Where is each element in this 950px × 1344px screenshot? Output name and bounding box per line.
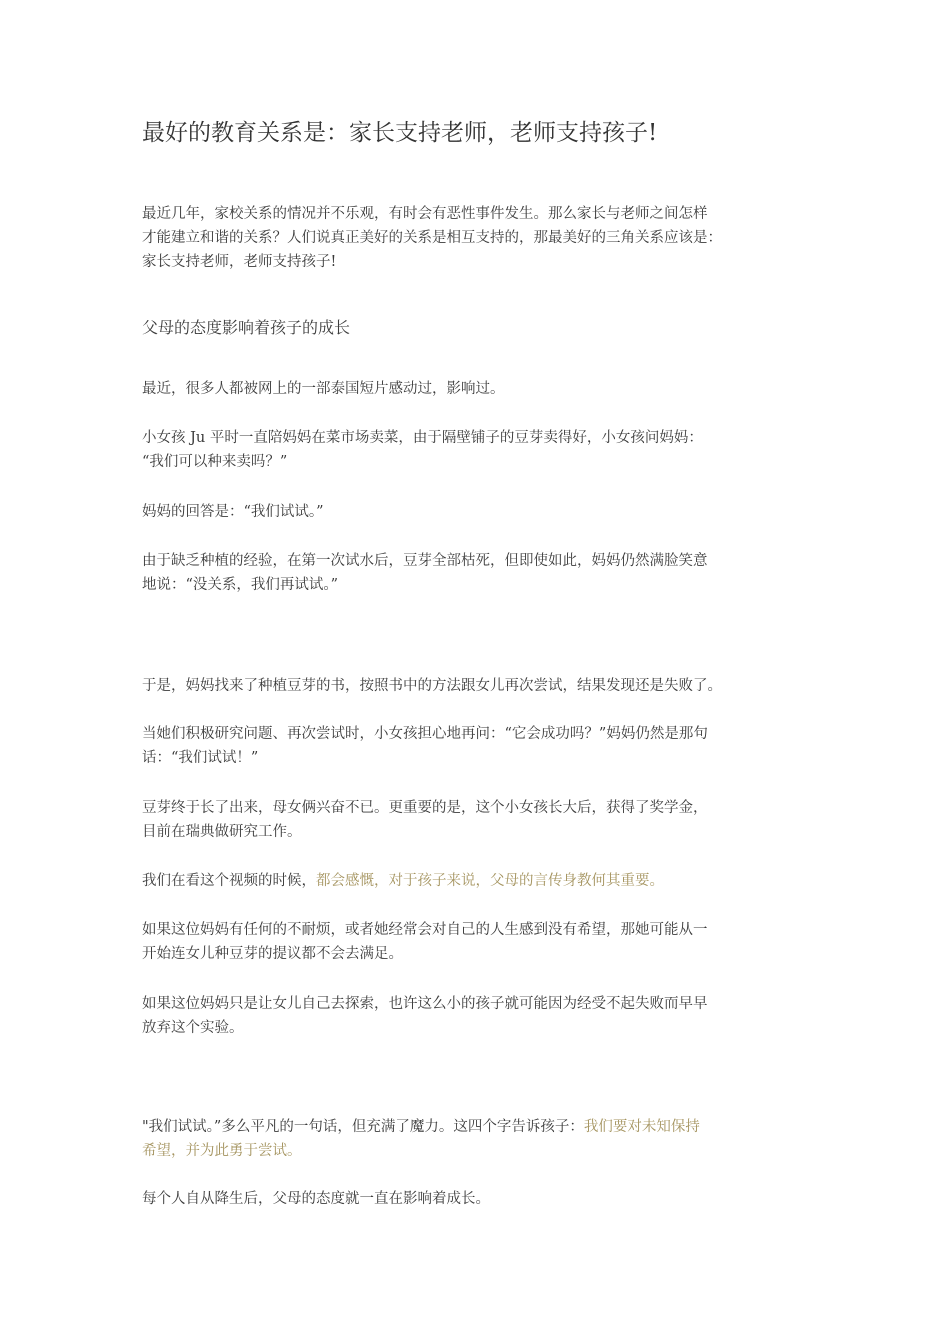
intro-line-2: 才能建立和谐的关系？人们说真正美好的关系是相互支持的，那最美好的三角关系应该是： [142, 230, 722, 246]
paragraph-9 [142, 918, 822, 966]
paragraph-9-line-2: 开始连女儿种豆芽的提议都不会去满足。 [142, 946, 403, 962]
intro-paragraph [142, 202, 822, 274]
paragraph-12-text: 每个人自从降生后，父母的态度就一直在影响着成长。 [142, 1191, 490, 1207]
intro-line-3: 家长支持老师，老师支持孩子! [142, 254, 337, 270]
paragraph-10-line-2: 放弃这个实验。 [142, 1020, 244, 1036]
paragraph-5-text: 于是，妈妈找来了种植豆芽的书，按照书中的方法跟女儿再次尝试，结果发现还是失败了。 [142, 678, 722, 694]
paragraph-10-line-1: 如果这位妈妈只是让女儿自己去探索，也许这么小的孩子就可能因为经受不起失败而早早 [142, 996, 708, 1012]
paragraph-4-line-2: 地说：“没关系，我们再试试。” [142, 577, 339, 593]
paragraph-6 [142, 722, 822, 770]
paragraph-8 [142, 869, 822, 893]
paragraph-5 [142, 674, 822, 698]
paragraph-11 [142, 1115, 822, 1163]
paragraph-7-line-2: 目前在瑞典做研究工作。 [142, 824, 302, 840]
paragraph-11-highlight-1: 我们要对未知保持 [583, 1119, 700, 1135]
paragraph-2 [142, 426, 822, 474]
paragraph-7 [142, 796, 822, 844]
paragraph-6-line-2: 话：“我们试试！” [142, 750, 259, 766]
paragraph-11-text: "我们试试。”多么平凡的一句话，但充满了魔力。这四个字告诉孩子： [142, 1119, 584, 1135]
paragraph-2-line-1: 小女孩 Ju 平时一直陪妈妈在菜市场卖菜，由于隔壁铺子的豆芽卖得好，小女孩问妈妈： [142, 430, 703, 446]
intro-line-1: 最近几年，家校关系的情况并不乐观，有时会有恶性事件发生。那么家长与老师之间怎样 [142, 206, 708, 222]
paragraph-9-line-1: 如果这位妈妈有任何的不耐烦，或者她经常会对自己的人生感到没有希望，那她可能从一 [142, 922, 708, 938]
paragraph-1 [142, 377, 822, 401]
paragraph-8-text: 我们在看这个视频的时候， [142, 873, 316, 889]
paragraph-3-text: 妈妈的回答是：“我们试试。” [142, 504, 324, 520]
paragraph-7-line-1: 豆芽终于长了出来，母女俩兴奋不已。更重要的是，这个小女孩长大后，获得了奖学金， [142, 800, 708, 816]
article-title: 最好的教育关系是：家长支持老师，老师支持孩子! [142, 120, 658, 146]
paragraph-12 [142, 1187, 822, 1211]
paragraph-6-line-1: 当她们积极研究问题、再次尝试时，小女孩担心地再问：“它会成功吗？”妈妈仍然是那句 [142, 726, 708, 742]
paragraph-4-line-1: 由于缺乏种植的经验，在第一次试水后，豆芽全部枯死，但即使如此，妈妈仍然满脸笑意 [142, 553, 708, 569]
section-heading: 父母的态度影响着孩子的成长 [142, 318, 351, 337]
paragraph-3 [142, 500, 822, 524]
paragraph-1-text: 最近，很多人都被网上的一部泰国短片感动过，影响过。 [142, 381, 505, 397]
paragraph-11-highlight-2: 希望，并为此勇于尝试。 [142, 1143, 302, 1159]
paragraph-8-highlight: 都会感慨，对于孩子来说，父母的言传身教何其重要。 [316, 873, 664, 889]
paragraph-10 [142, 992, 822, 1040]
paragraph-4 [142, 549, 822, 597]
paragraph-2-line-2: “我们可以种来卖吗？” [142, 454, 288, 470]
